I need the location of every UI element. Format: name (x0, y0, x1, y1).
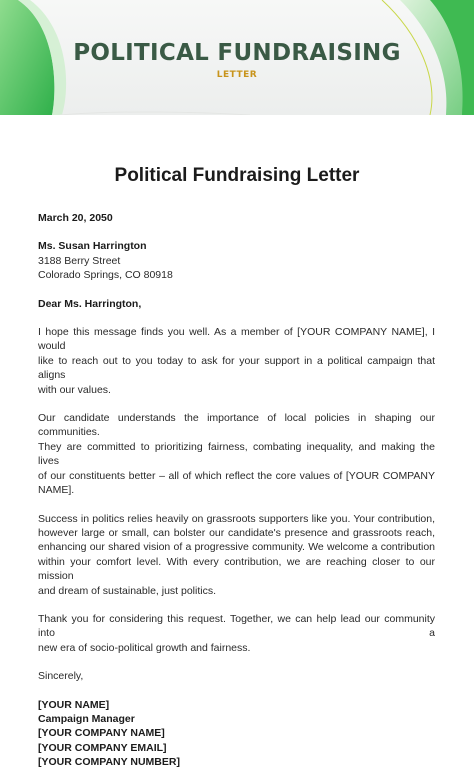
paragraph-1 (38, 325, 435, 397)
letter-date: March 20, 2050 (38, 212, 113, 224)
paragraph-line: NAME]. (38, 484, 75, 497)
paragraph-line: of our constituents better – all of which reflect the core values of [YOUR COMPANY (38, 469, 435, 482)
signature-email: [YOUR COMPANY EMAIL] (38, 741, 167, 754)
paragraph-line: like to reach out to you today to ask for your support in a political campaign that aligns (38, 354, 435, 382)
signature-block (38, 698, 435, 770)
paragraph-line: with our values. (38, 383, 111, 396)
paragraph-line: I hope this message finds you well. As a member of [YOUR COMPANY NAME], I would (38, 326, 435, 353)
signature-name: [YOUR NAME] (38, 698, 110, 711)
recipient-address (38, 239, 435, 282)
paragraph-line: new era of socio-political growth and fairness. (38, 641, 251, 654)
signature-position: Campaign Manager (38, 712, 135, 725)
letter-body (38, 211, 435, 770)
banner-subtitle: LETTER (216, 70, 258, 80)
paragraph-line: and dream of sustainable, just politics. (38, 584, 217, 597)
paragraph-4 (38, 612, 435, 655)
paragraph-line: enhancing our shared vision of a progressive community. We welcome a contribution (38, 541, 435, 554)
recipient-name: Ms. Susan Harrington (38, 240, 147, 253)
banner-title: POLITICAL FUNDRAISING (73, 40, 401, 66)
paragraph-line: They are committed to prioritizing fairness, combating inequality, and making the lives (38, 440, 435, 468)
document-title: Political Fundraising Letter (114, 165, 360, 186)
paragraph-line: Success in politics relies heavily on grassroots supporters like you. Your contribution, (38, 512, 435, 525)
signature-phone: [YOUR COMPANY NUMBER] (38, 756, 180, 769)
letterhead-banner (0, 0, 474, 115)
closing: Sincerely, (38, 670, 84, 683)
paragraph-line: Our candidate understands the importance of local policies in shaping our communities. (38, 412, 435, 439)
paragraph-line: within your comfort level. With every contribution, we are reaching closer to our mission (38, 555, 435, 583)
recipient-street: 3188 Berry Street (38, 254, 121, 267)
recipient-city: Colorado Springs, CO 80918 (38, 269, 173, 282)
paragraph-line: Thank you for considering this request. Together, we can help lead our community into a (38, 612, 435, 640)
salutation: Dear Ms. Harrington, (38, 297, 142, 310)
paragraph-2 (38, 411, 435, 497)
paragraph-3 (38, 512, 435, 598)
paragraph-line: however large or small, can bolster our candidate's presence and grassroots reach, (38, 526, 435, 539)
signature-company: [YOUR COMPANY NAME] (38, 727, 165, 740)
